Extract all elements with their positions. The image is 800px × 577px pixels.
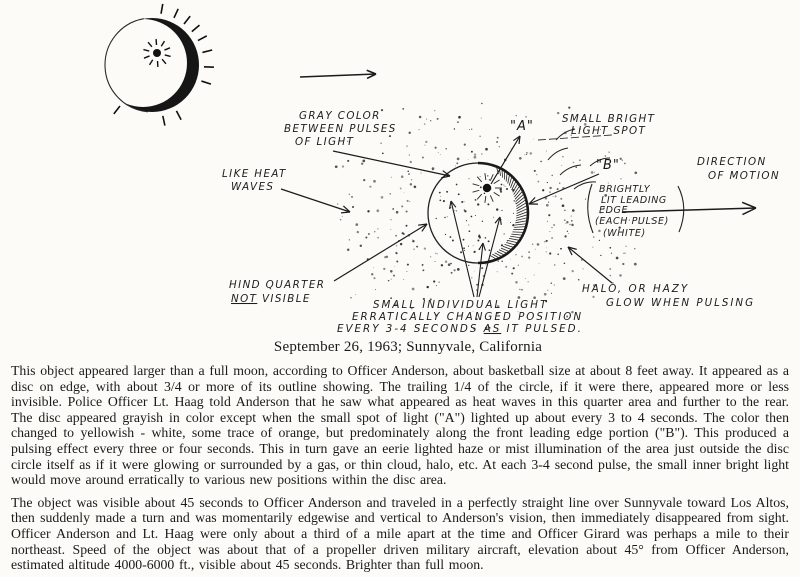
label-small-bright-2: LIGHT SPOT <box>571 125 647 137</box>
label-direction-1: DIRECTION <box>697 156 767 168</box>
label-halo-1: HALO, OR HAZY <box>582 283 690 295</box>
label-brightly-4: (EACH PULSE) <box>595 216 669 227</box>
moon-bright-spot <box>153 49 161 57</box>
figure-caption: September 26, 1963; Sunnyvale, California <box>273 339 543 355</box>
label-marker-b: "B" <box>596 158 620 173</box>
paren-right <box>678 186 684 232</box>
label-marker-a: "A" <box>510 119 534 134</box>
motion-arrow <box>300 70 376 78</box>
paren-left <box>588 184 593 233</box>
report-paragraph-1: This object appeared larger than a full moon, according to Officer Anderson, about basketball size at about 8 feet away. It appeared as a disc on edge, with about 3/4 or more of its outline showing. The trailing 1/4 of the circle, if it were there, appeared more or less invisible. Police Officer Lt. Haag told Anderson that he saw what appeared as heat waves in this quarter area and further to the rear. The disc appeared grayish in color except when the small spot of light ("A") lighted up about every 3 to 4 seconds. The color then changed to yellowish - white, some trace of orange, but predominately along the front leading edge portion ("B"). This produced a pulsing effect every three or four seconds. This in turn gave an eerie lighted haze or mist illumination of the area just outside the disc circle itself as if it were glowing or surrounded by a gas, or thin cloud, halo, etc. At each 3-4 second pulse, the small inner bright light would move around erratically to various new positions within the disc area. <box>11 363 789 488</box>
label-small-individual-3: EVERY 3-4 SECONDS AS IT PULSED. <box>337 323 583 335</box>
label-small-individual-1: SMALL INDIVIDUAL LIGHT <box>373 299 549 311</box>
label-gray-color-2: BETWEEN PULSES <box>284 123 397 135</box>
moon-sketch <box>99 4 214 126</box>
label-brightly-5: (WHITE) <box>603 228 646 239</box>
label-like-heat-1: LIKE HEAT <box>222 168 287 180</box>
label-direction-2: OF MOTION <box>708 170 781 182</box>
label-brightly-1: BRIGHTLY <box>599 184 651 195</box>
bright-spot <box>483 184 491 192</box>
report-paragraph-2: The object was visible about 45 seconds to Officer Anderson and traveled in a perfectly straight line over Sunnyvale toward Los Altos, then suddenly made a turn and was momentarily edgewise and vertical to Anderson's vision, then immediately disappeared from sight. Officer Anderson and Lt. Haag were only about a third of a mile apart at the time and Officer Girard was perhaps a mile to their northeast. Speed of the object was about that of a propeller driven military aircraft, elevation about 45° from Officer Anderson, estimated altitude 4000-6000 ft., visible about 45 seconds. Brighter than full moon. <box>11 494 789 573</box>
report-body <box>0 363 800 573</box>
label-gray-color-3: OF LIGHT <box>295 136 355 148</box>
label-halo-2: GLOW WHEN PULSING <box>606 297 756 309</box>
label-hind-quarter-2: NOT VISIBLE <box>231 293 311 305</box>
label-brightly-2: LIT LEADING <box>601 195 667 206</box>
label-gray-color-1: GRAY COLOR <box>299 110 381 122</box>
label-like-heat-2: WAVES <box>231 181 275 193</box>
label-hind-quarter-1: HIND QUARTER <box>229 279 326 291</box>
label-small-individual-2: ERRATICALLY CHANGED POSITION <box>352 311 584 323</box>
label-small-bright-1: SMALL BRIGHT <box>562 113 656 125</box>
label-brightly-3: EDGE <box>599 205 629 216</box>
